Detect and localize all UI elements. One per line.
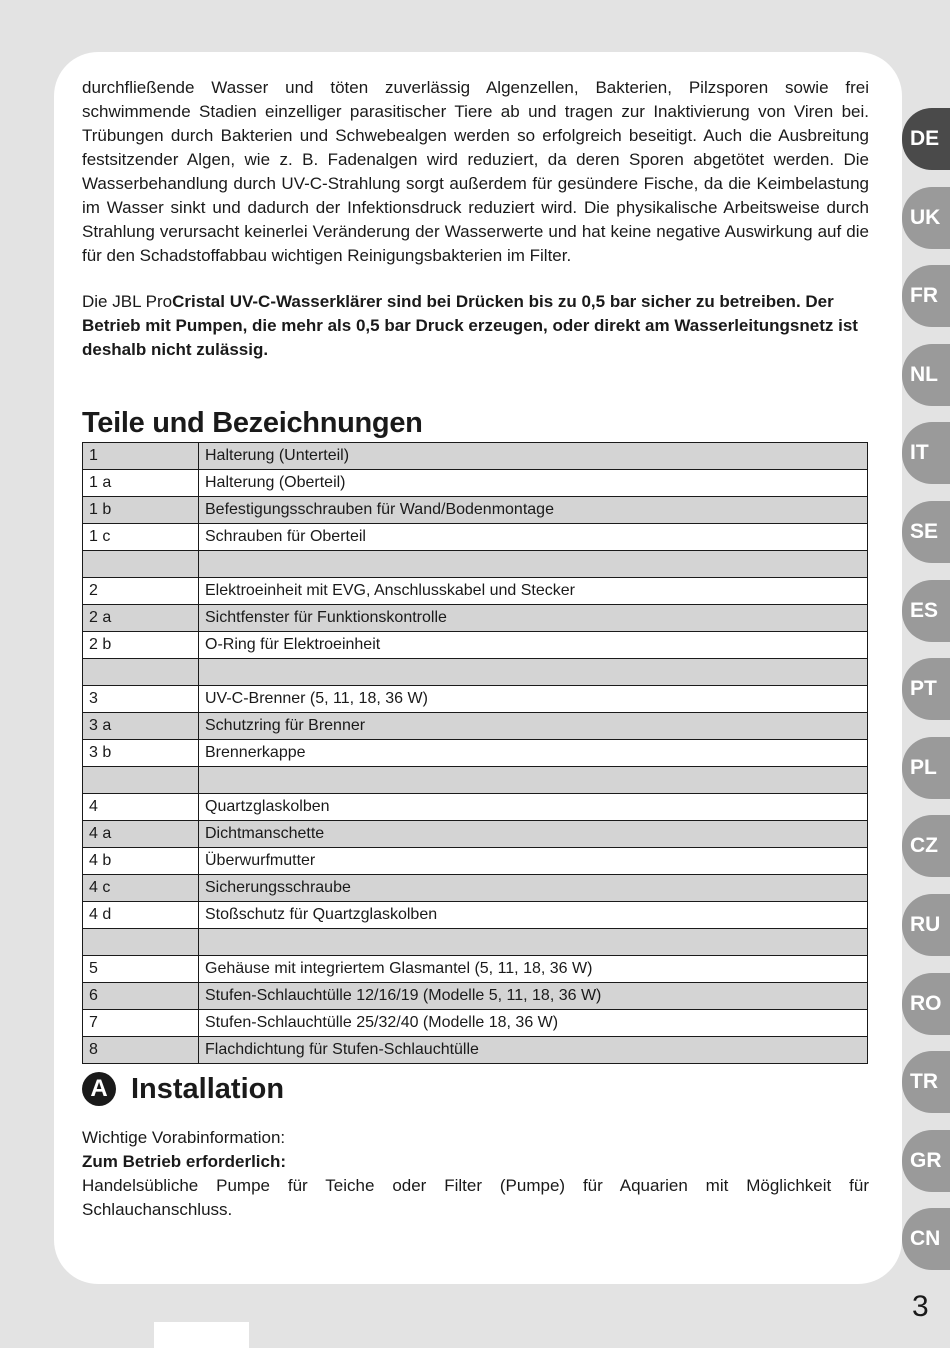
- part-name: Halterung (Unterteil): [199, 443, 868, 470]
- installation-body: [82, 1126, 869, 1222]
- language-tab-cz[interactable]: CZ: [902, 815, 950, 877]
- part-name: Schutzring für Brenner: [199, 713, 868, 740]
- part-number: 2 a: [83, 605, 199, 632]
- part-number: 8: [83, 1037, 199, 1064]
- part-name: Gehäuse mit integriertem Glasmantel (5, 11, 18, 36 W): [199, 956, 868, 983]
- part-name: Schrauben für Oberteil: [199, 524, 868, 551]
- part-number: 1: [83, 443, 199, 470]
- part-number: 4 c: [83, 875, 199, 902]
- part-name: Stufen-Schlauchtülle 25/32/40 (Modelle 18, 36 W): [199, 1010, 868, 1037]
- warning-bold-text: Cristal UV-C-Wasserklärer sind bei Drücken bis zu 0,5 bar sicher zu betreiben. Der Betrieb mit Pumpen, die mehr als 0,5 bar Druck erzeugen, oder direkt am Wasserleitungsnetz ist deshalb nicht zulässig.: [82, 292, 858, 359]
- part-number: 4 a: [83, 821, 199, 848]
- language-tab-pt[interactable]: PT: [902, 658, 950, 720]
- part-name: [199, 767, 868, 794]
- table-row: [83, 902, 868, 929]
- table-row: [83, 956, 868, 983]
- part-number: 5: [83, 956, 199, 983]
- part-name: Flachdichtung für Stufen-Schlauchtülle: [199, 1037, 868, 1064]
- table-row: [83, 983, 868, 1010]
- part-number: 2 b: [83, 632, 199, 659]
- part-number: 4 d: [83, 902, 199, 929]
- part-number: [83, 767, 199, 794]
- part-number: [83, 551, 199, 578]
- warning-prefix: Die JBL Pro: [82, 292, 173, 311]
- part-number: 1 c: [83, 524, 199, 551]
- part-name: Brennerkappe: [199, 740, 868, 767]
- table-row: [83, 686, 868, 713]
- language-tab-fr[interactable]: FR: [902, 265, 950, 327]
- table-row: [83, 848, 868, 875]
- part-name: [199, 659, 868, 686]
- section-marker-icon: A: [82, 1072, 116, 1106]
- info-line: Wichtige Vorabinformation:: [82, 1128, 286, 1147]
- parts-heading: Teile und Bezeichnungen: [82, 407, 423, 439]
- language-tab-pl[interactable]: PL: [902, 737, 950, 799]
- part-number: 3: [83, 686, 199, 713]
- language-tab-ru[interactable]: RU: [902, 894, 950, 956]
- language-tab-tr[interactable]: TR: [902, 1051, 950, 1113]
- table-row: [83, 578, 868, 605]
- language-tab-gr[interactable]: GR: [902, 1130, 950, 1192]
- table-row: [83, 470, 868, 497]
- part-name: Halterung (Oberteil): [199, 470, 868, 497]
- part-number: [83, 929, 199, 956]
- part-number: 7: [83, 1010, 199, 1037]
- part-number: 6: [83, 983, 199, 1010]
- table-row: [83, 1010, 868, 1037]
- part-number: 3 b: [83, 740, 199, 767]
- table-row: [83, 794, 868, 821]
- required-label: Zum Betrieb erforderlich:: [82, 1152, 287, 1171]
- part-number: 2: [83, 578, 199, 605]
- table-row: [83, 821, 868, 848]
- language-tab-cn[interactable]: CN: [902, 1208, 950, 1270]
- table-row: [83, 713, 868, 740]
- footer-mark: [154, 1322, 249, 1348]
- pressure-warning: [82, 290, 869, 362]
- table-row: [83, 929, 868, 956]
- installation-title: Installation: [131, 1073, 285, 1105]
- part-name: Befestigungsschrauben für Wand/Bodenmontage: [199, 497, 868, 524]
- part-number: 3 a: [83, 713, 199, 740]
- part-name: O-Ring für Elektroeinheit: [199, 632, 868, 659]
- table-row: [83, 875, 868, 902]
- language-tab-ro[interactable]: RO: [902, 973, 950, 1035]
- table-row: [83, 524, 868, 551]
- table-row: [83, 605, 868, 632]
- table-row: [83, 551, 868, 578]
- language-tab-se[interactable]: SE: [902, 501, 950, 563]
- language-tab-de[interactable]: DE: [902, 108, 950, 170]
- parts-table: [82, 442, 868, 1064]
- part-name: [199, 551, 868, 578]
- table-row: [83, 443, 868, 470]
- part-number: 4: [83, 794, 199, 821]
- part-name: Stoßschutz für Quartzglaskolben: [199, 902, 868, 929]
- part-name: Sichtfenster für Funktionskontrolle: [199, 605, 868, 632]
- part-number: 1 b: [83, 497, 199, 524]
- part-number: 1 a: [83, 470, 199, 497]
- part-name: Dichtmanschette: [199, 821, 868, 848]
- part-name: Überwurfmutter: [199, 848, 868, 875]
- table-row: [83, 632, 868, 659]
- part-number: 4 b: [83, 848, 199, 875]
- part-name: Stufen-Schlauchtülle 12/16/19 (Modelle 5, 11, 18, 36 W): [199, 983, 868, 1010]
- part-name: [199, 929, 868, 956]
- part-name: UV-C-Brenner (5, 11, 18, 36 W): [199, 686, 868, 713]
- part-name: Elektroeinheit mit EVG, Anschlusskabel und Stecker: [199, 578, 868, 605]
- part-name: Sicherungsschraube: [199, 875, 868, 902]
- table-row: [83, 659, 868, 686]
- table-row: [83, 497, 868, 524]
- table-row: [83, 767, 868, 794]
- installation-header: [82, 1072, 869, 1106]
- language-tab-uk[interactable]: UK: [902, 187, 950, 249]
- language-tab-it[interactable]: IT: [902, 422, 950, 484]
- language-tab-es[interactable]: ES: [902, 580, 950, 642]
- main-content: [82, 76, 869, 1222]
- part-number: [83, 659, 199, 686]
- table-row: [83, 1037, 868, 1064]
- part-name: Quartzglaskolben: [199, 794, 868, 821]
- language-tab-nl[interactable]: NL: [902, 344, 950, 406]
- intro-paragraph: durchfließende Wasser und töten zuverlässig Algenzellen, Bakterien, Pilzsporen sowie frei schwimmende Stadien einzelliger parasitischer Tiere ab und tragen zur Inaktivierung von Viren bei. Trübungen durch Bakterien und Schwebealgen werden so erfolgreich beseitigt. Auch die Ausbreitung festsitzender Algen, wie z. B. Fadenalgen wird reduziert, da deren Sporen abgetötet werden. Die Wasserbehandlung durch UV-C-Strahlung sorgt außerdem für gesündere Fische, da die Keimbelastung im Wasser sinkt und dadurch der Infektionsdruck reduziert wird. Die physikalische Arbeitsweise durch Strahlung verursacht keinerlei Veränderung der Wasserwerte und hat keine negative Auswirkung auf die für den Schadstoffabbau wichtigen Reinigungsbakterien im Filter.: [82, 78, 869, 265]
- page-number: 3: [912, 1290, 929, 1323]
- table-row: [83, 740, 868, 767]
- required-text: Handelsübliche Pumpe für Teiche oder Filter (Pumpe) für Aquarien mit Möglichkeit für Schlauchanschluss.: [82, 1176, 869, 1219]
